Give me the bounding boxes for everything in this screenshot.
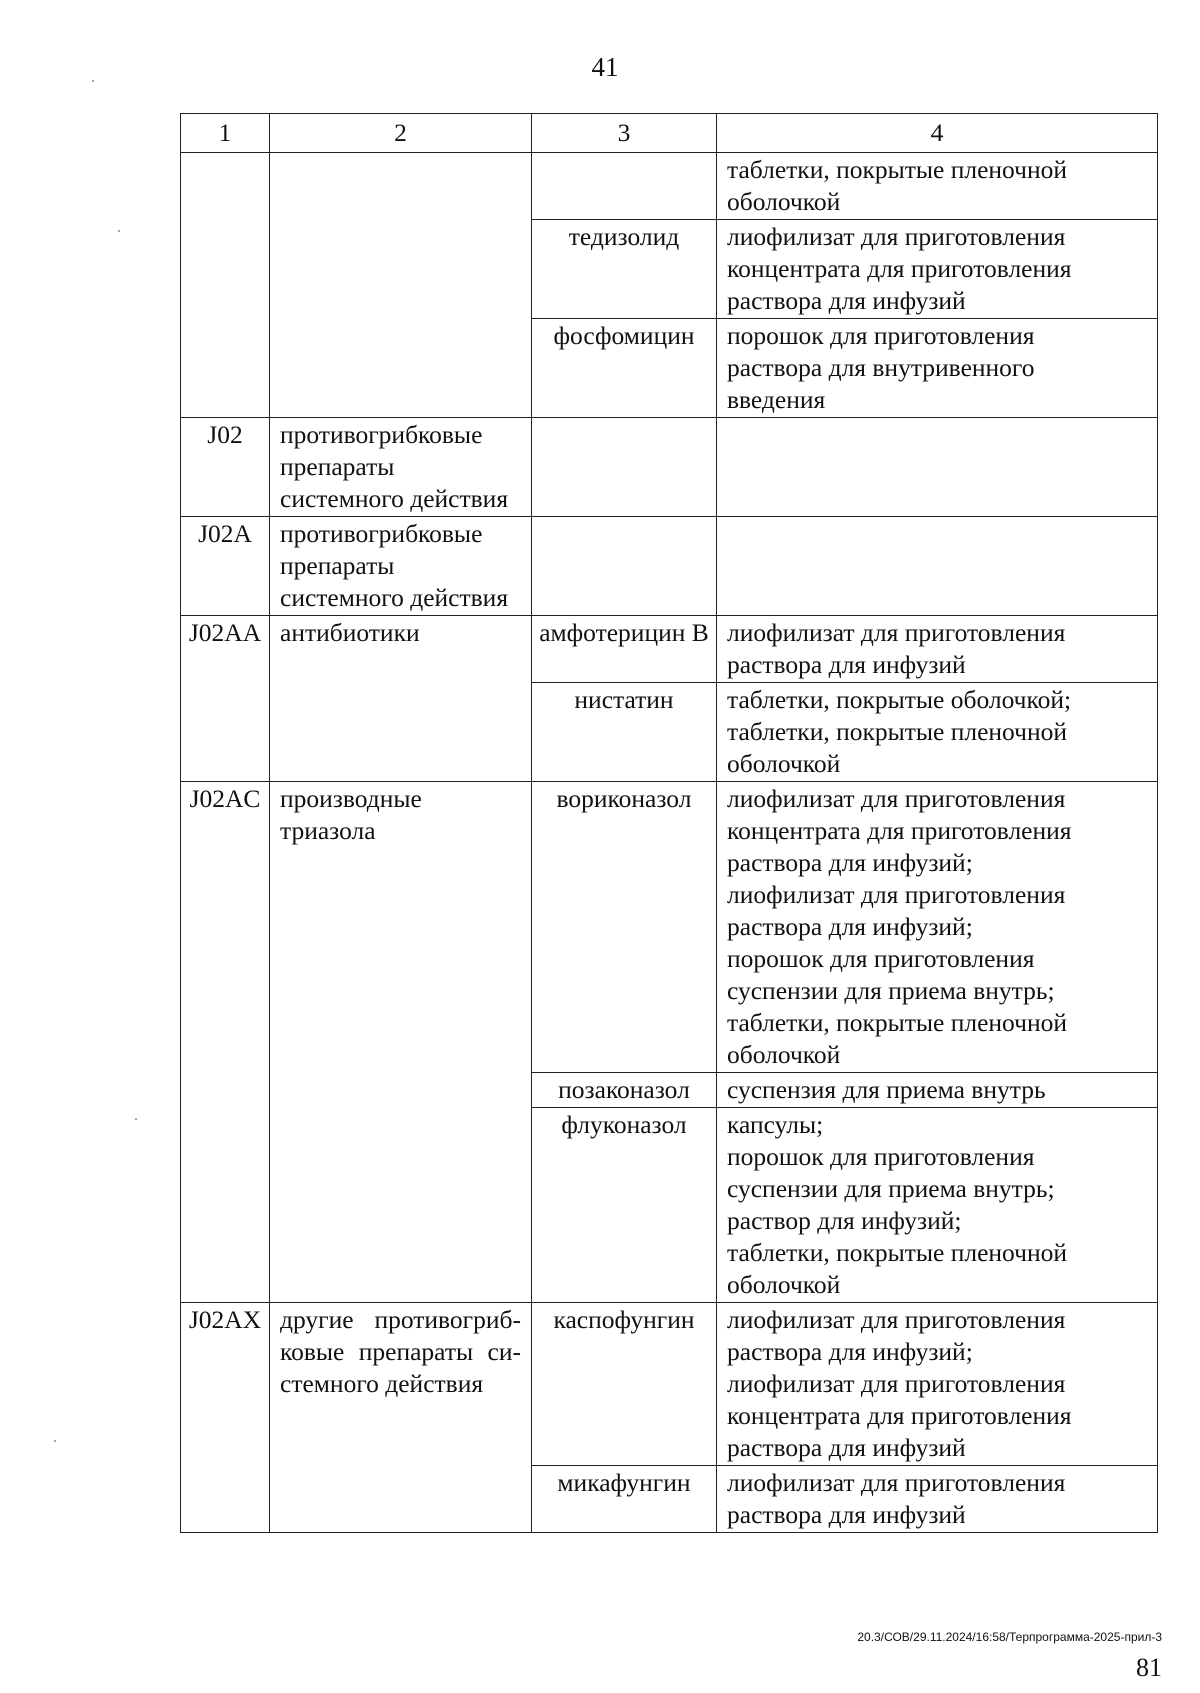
dosage-form-cell	[717, 220, 1158, 319]
dosage-form-line: суспензии для приема внутрь;	[727, 1174, 1055, 1203]
drug-name-cell	[532, 517, 717, 616]
drug-name-cell	[532, 153, 717, 220]
dosage-form-cell	[717, 319, 1158, 418]
atc-code-cell: J02AC	[181, 782, 270, 1303]
group-cell: противогрибковые препараты системного действия	[270, 517, 532, 616]
dosage-form-cell	[717, 418, 1158, 517]
dosage-form-cell	[717, 1073, 1158, 1108]
dosage-form-line: таблетки, покрытые пленочной	[727, 1008, 1068, 1037]
group-cell: противогрибковые препараты системного действия	[270, 418, 532, 517]
dosage-form-line: введения	[727, 385, 826, 414]
dosage-form-line: лиофилизат для приготовления	[727, 784, 1066, 813]
scan-speck	[92, 80, 94, 82]
dosage-form-line: лиофилизат для приготовления	[727, 1468, 1066, 1497]
table-row	[181, 616, 1158, 683]
dosage-form-cell	[717, 153, 1158, 220]
dosage-form-line: оболочкой	[727, 749, 841, 778]
dosage-form-line: раствора для инфузий;	[727, 912, 973, 941]
dosage-form-line: раствора для инфузий	[727, 286, 966, 315]
dosage-form-line: лиофилизат для приготовления	[727, 880, 1066, 909]
drug-name-cell: флуконазол	[532, 1108, 717, 1303]
atc-code-cell: J02AX	[181, 1303, 270, 1533]
dosage-form-line: раствора для внутривенного	[727, 353, 1035, 382]
dosage-form-line: таблетки, покрытые пленочной	[727, 155, 1068, 184]
dosage-form-line: оболочкой	[727, 187, 841, 216]
dosage-form-cell	[717, 1303, 1158, 1466]
dosage-form-line: раствор для инфузий;	[727, 1206, 962, 1235]
dosage-form-line: порошок для приготовления	[727, 1142, 1035, 1171]
dosage-form-cell	[717, 1466, 1158, 1533]
dosage-form-line: порошок для приготовления	[727, 321, 1035, 350]
atc-code-cell: J02	[181, 418, 270, 517]
dosage-form-line: концентрата для приготовления	[727, 816, 1072, 845]
group-cell	[270, 153, 532, 418]
table-row	[181, 418, 1158, 517]
drug-name-cell	[532, 418, 717, 517]
table-row	[181, 782, 1158, 1073]
scan-speck	[54, 1440, 56, 1442]
dosage-form-line: лиофилизат для приготовления	[727, 222, 1066, 251]
dosage-form-line: концентрата для приготовления	[727, 1401, 1072, 1430]
dosage-form-line: раствора для инфузий	[727, 1500, 966, 1529]
dosage-form-line: раствора для инфузий	[727, 1433, 966, 1462]
sheet-number: 81	[1136, 1653, 1162, 1682]
dosage-form-line: лиофилизат для приготовления	[727, 1305, 1066, 1334]
dosage-form-line: таблетки, покрытые оболочкой;	[727, 685, 1072, 714]
drug-name-cell: тедизолид	[532, 220, 717, 319]
atc-code-cell: J02A	[181, 517, 270, 616]
dosage-form-line: таблетки, покрытые пленочной	[727, 717, 1068, 746]
column-header-3: 3	[532, 114, 717, 153]
page-number: 41	[591, 52, 619, 82]
drug-name-cell: микафунгин	[532, 1466, 717, 1533]
table-row	[181, 517, 1158, 616]
scan-speck	[118, 230, 120, 232]
drug-table-container	[180, 113, 1157, 1533]
dosage-form-line: раствора для инфузий	[727, 650, 966, 679]
dosage-form-cell	[717, 1108, 1158, 1303]
dosage-form-line: лиофилизат для приготовления	[727, 1369, 1066, 1398]
drug-name-cell: вориконазол	[532, 782, 717, 1073]
scan-speck	[135, 1118, 137, 1120]
dosage-form-line: суспензия для приема внутрь	[727, 1075, 1046, 1104]
dosage-form-line: таблетки, покрытые пленочной	[727, 1238, 1068, 1267]
table-row	[181, 1303, 1158, 1466]
column-header-2: 2	[270, 114, 532, 153]
dosage-form-cell	[717, 683, 1158, 782]
dosage-form-cell	[717, 782, 1158, 1073]
atc-code-cell: J02AA	[181, 616, 270, 782]
drug-name-cell: фосфомицин	[532, 319, 717, 418]
group-cell: другие противогриб-ковые препараты си-стемного действия	[270, 1303, 532, 1533]
dosage-form-cell	[717, 616, 1158, 683]
dosage-form-cell	[717, 517, 1158, 616]
table-row	[181, 153, 1158, 220]
dosage-form-line: оболочкой	[727, 1040, 841, 1069]
group-cell: производные триазола	[270, 782, 532, 1303]
group-cell: антибиотики	[270, 616, 532, 782]
dosage-form-line: оболочкой	[727, 1270, 841, 1299]
column-header-4: 4	[717, 114, 1158, 153]
document-code: 20.3/СОВ/29.11.2024/16:58/Терпрограмма-2025-прил-3	[857, 1630, 1162, 1644]
dosage-form-line: лиофилизат для приготовления	[727, 618, 1066, 647]
dosage-form-line: суспензии для приема внутрь;	[727, 976, 1055, 1005]
dosage-form-line: раствора для инфузий;	[727, 848, 973, 877]
dosage-form-line: раствора для инфузий;	[727, 1337, 973, 1366]
drug-name-cell: нистатин	[532, 683, 717, 782]
dosage-form-line: концентрата для приготовления	[727, 254, 1072, 283]
atc-code-cell	[181, 153, 270, 418]
drug-name-cell: позаконазол	[532, 1073, 717, 1108]
dosage-form-line: порошок для приготовления	[727, 944, 1035, 973]
dosage-form-line: капсулы;	[727, 1110, 824, 1139]
drug-name-cell: амфотерицин В	[532, 616, 717, 683]
drug-table	[180, 113, 1158, 1533]
column-header-1: 1	[181, 114, 270, 153]
drug-name-cell: каспофунгин	[532, 1303, 717, 1466]
table-header-row	[181, 114, 1158, 153]
